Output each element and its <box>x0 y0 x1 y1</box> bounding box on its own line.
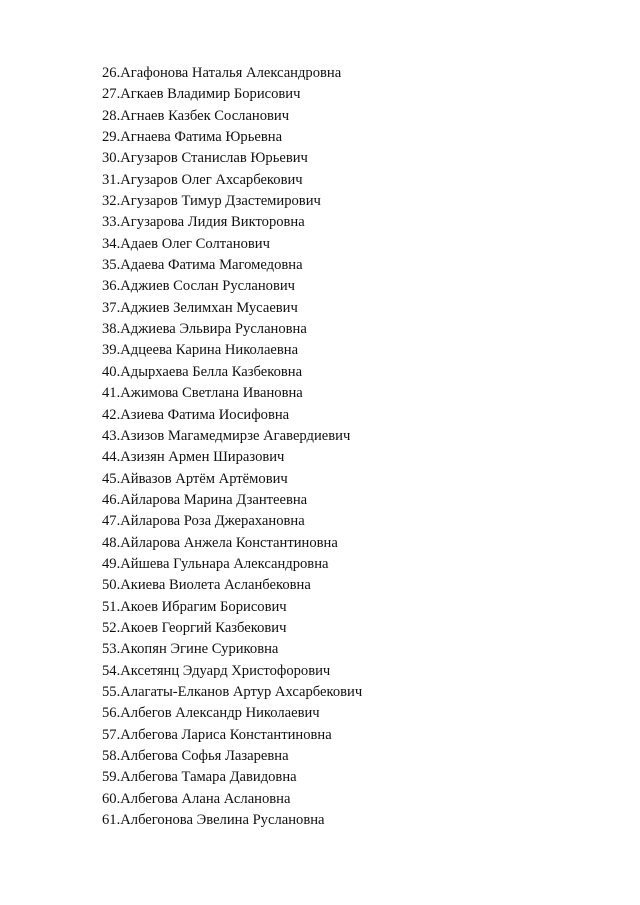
list-item: 42.Азиева Фатима Иосифовна <box>102 406 290 423</box>
list-item: 58.Албегова Софья Лазаревна <box>102 748 289 764</box>
list-item: 35.Адаева Фатима Магомедовна <box>102 257 303 274</box>
list-item: 43.Азизов Магамедмирзе Агавердиевич <box>102 427 351 444</box>
list-item: 32.Агузаров Тимур Дзастемирович <box>102 193 321 210</box>
list-item: 40.Адырхаева Белла Казбековна <box>102 363 303 380</box>
list-item: 28.Агнаев Казбек Сосланович <box>102 107 290 124</box>
list-item: 37.Аджиев Зелимхан Мусаевич <box>102 299 298 316</box>
list-item: 48.Айларова Анжела Константиновна <box>102 534 338 551</box>
list-item: 60.Албегова Алана Аслановна <box>102 790 291 807</box>
list-item: 29.Агнаева Фатима Юрьевна <box>102 129 283 146</box>
list-item: 33.Агузарова Лидия Викторовна <box>102 214 305 231</box>
list-item: 55.Алагаты-Елканов Артур Ахсарбекович <box>102 683 363 700</box>
list-item: 30.Агузаров Станислав Юрьевич <box>102 150 308 167</box>
list-item: 53.Акопян Эгине Суриковна <box>102 641 279 658</box>
list-item: 57.Албегова Лариса Константиновна <box>102 726 332 743</box>
name-list <box>102 63 602 831</box>
list-item: 46.Айларова Марина Дзантеевна <box>102 491 308 508</box>
list-item: 44.Азизян Армен Ширазович <box>102 449 285 466</box>
list-item: 51.Акоев Ибрагим Борисович <box>102 598 287 615</box>
list-item: 34.Адаев Олег Солтанович <box>102 235 270 252</box>
list-item: 59.Албегова Тамара Давидовна <box>102 769 297 786</box>
list-item: 56.Албегов Александр Николаевич <box>102 705 320 722</box>
list-item: 27.Агкаев Владимир Борисович <box>102 86 301 103</box>
list-item: 52.Акоев Георгий Казбекович <box>102 619 287 636</box>
list-item: 31.Агузаров Олег Ахсарбекович <box>102 171 303 188</box>
list-item: 47.Айларова Роза Джерахановна <box>102 513 305 530</box>
list-item: 36.Аджиев Сослан Русланович <box>102 278 296 295</box>
list-item: 38.Аджиева Эльвира Руслановна <box>102 321 307 338</box>
list-item: 41.Ажимова Светлана Ивановна <box>102 385 303 402</box>
list-item: 45.Айвазов Артём Артёмович <box>102 470 288 487</box>
list-item: 26.Агафонова Наталья Александровна <box>102 65 342 81</box>
list-item: 39.Адцеева Карина Николаевна <box>102 342 299 359</box>
list-item: 61.Албегонова Эвелина Руслановна <box>102 812 325 829</box>
list-item: 54.Аксетянц Эдуард Христофорович <box>102 662 331 679</box>
list-item: 49.Айшева Гульнара Александровна <box>102 555 329 572</box>
list-item: 50.Акиева Виолета Асланбековна <box>102 577 311 594</box>
